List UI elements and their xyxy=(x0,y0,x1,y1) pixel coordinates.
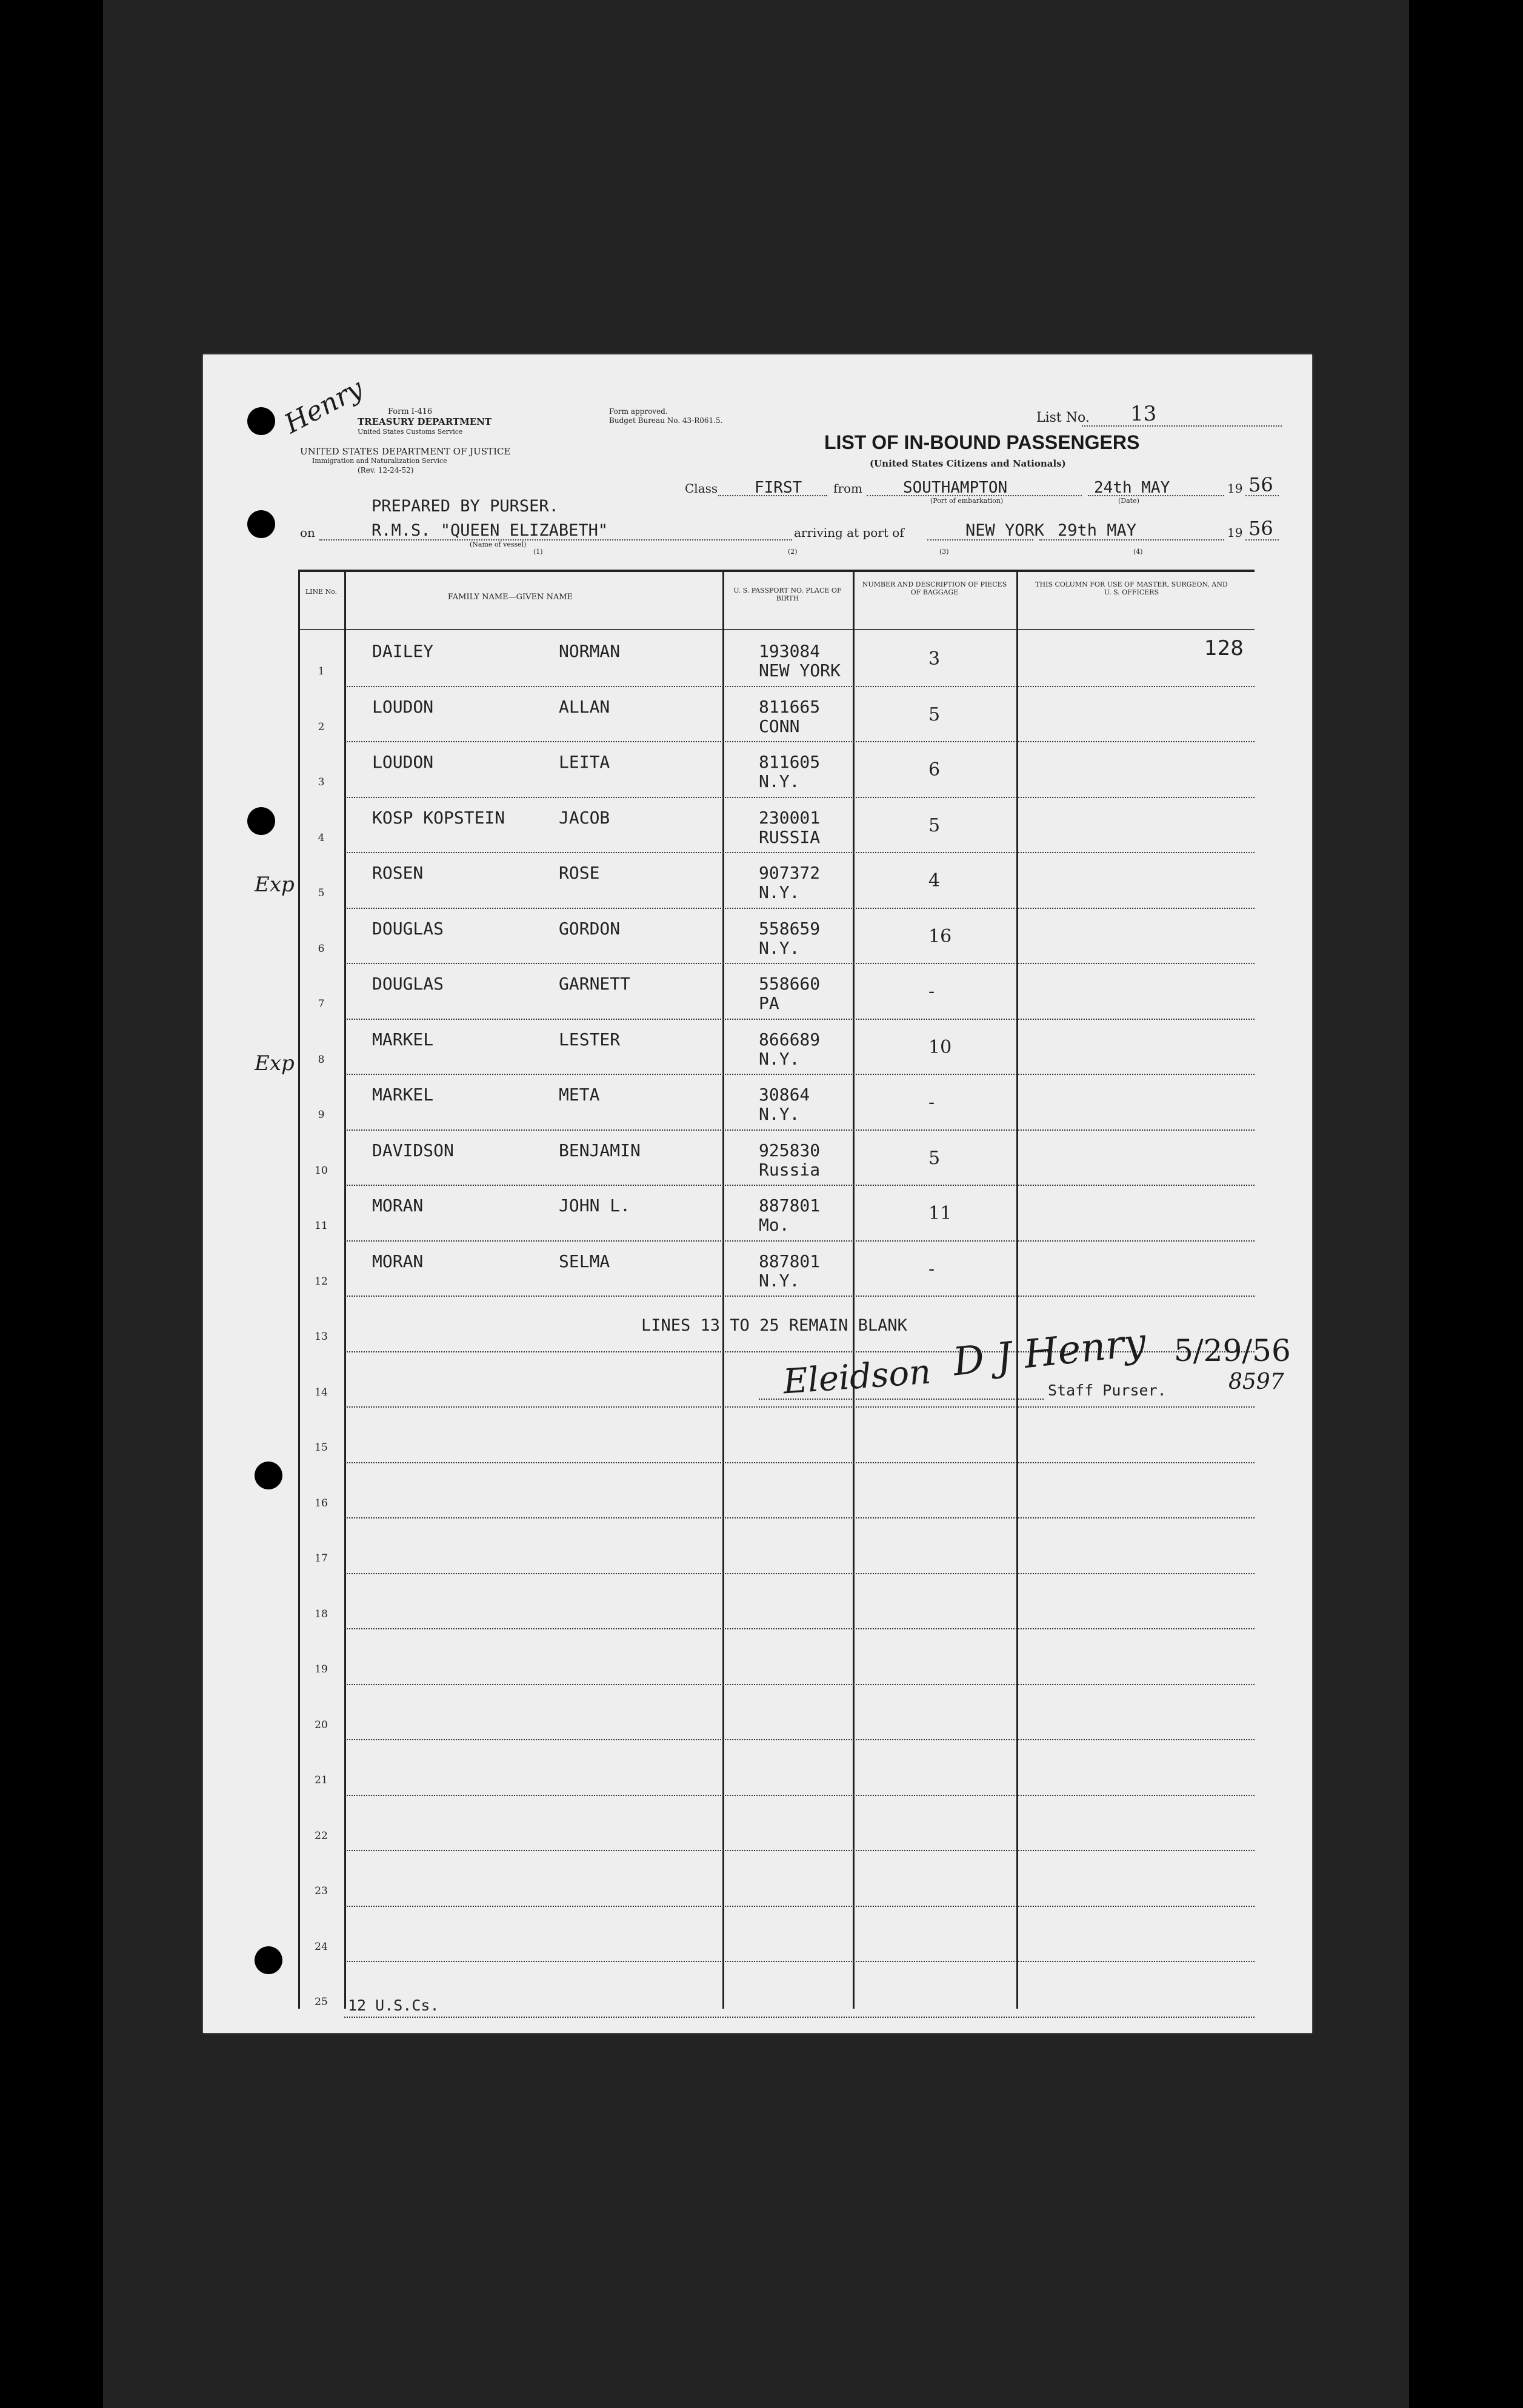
col-marker-1: (1) xyxy=(533,548,543,556)
passport-number: 925830 xyxy=(759,1140,821,1160)
row-divider xyxy=(344,1240,1255,1242)
table-top-border xyxy=(298,570,1255,572)
justice-dept: UNITED STATES DEPARTMENT OF JUSTICE xyxy=(300,446,511,457)
given-name: LEITA xyxy=(559,752,610,772)
family-name: KOSP KOPSTEIN xyxy=(372,807,505,828)
form-number: Form I-416 xyxy=(388,407,433,416)
line-number: 12 xyxy=(315,1275,328,1288)
place-of-birth: RUSSIA xyxy=(759,827,821,847)
family-name: DOUGLAS xyxy=(372,974,444,994)
passport-number: 887801 xyxy=(759,1196,821,1216)
row-divider xyxy=(344,1795,1255,1796)
place-of-birth: NEW YORK xyxy=(759,660,841,680)
page-title: LIST OF IN-BOUND PASSENGERS xyxy=(824,431,1140,453)
row-divider xyxy=(344,1406,1255,1408)
header-passport: U. S. PASSPORT NO. PLACE OF BIRTH xyxy=(733,587,842,603)
header-baggage: NUMBER AND DESCRIPTION OF PIECES OF BAGGAGE xyxy=(862,580,1007,597)
row-divider xyxy=(344,1129,1255,1131)
col-marker-4: (4) xyxy=(1133,548,1143,556)
baggage-count: - xyxy=(928,1092,935,1113)
line-number: 7 xyxy=(318,998,325,1010)
given-name: ALLAN xyxy=(559,696,610,717)
prepared-by: PREPARED BY PURSER. xyxy=(372,497,559,516)
baggage-count: 3 xyxy=(928,648,941,670)
given-name: GARNETT xyxy=(559,974,631,994)
officer-note: 128 xyxy=(1204,636,1244,660)
place-of-birth: Mo. xyxy=(759,1215,790,1235)
year-value: 56 xyxy=(1248,473,1273,496)
from-label: from xyxy=(833,481,862,496)
punch-hole xyxy=(247,807,275,835)
line-number: 18 xyxy=(315,1608,328,1620)
passport-number: 193084 xyxy=(759,641,821,661)
row-divider xyxy=(344,1573,1255,1574)
family-name: DAVIDSON xyxy=(372,1140,454,1160)
row-divider xyxy=(344,1295,1255,1297)
col-border-passport xyxy=(853,570,855,2009)
passport-number: 558660 xyxy=(759,974,821,994)
family-name: LOUDON xyxy=(372,752,434,772)
col-marker-2: (2) xyxy=(788,548,798,556)
row-divider xyxy=(344,1906,1255,1907)
place-of-birth: Russia xyxy=(759,1159,821,1180)
passenger-table xyxy=(298,570,1291,2014)
year-prefix: 19 xyxy=(1227,481,1243,496)
family-name: MARKEL xyxy=(372,1085,434,1105)
row-divider xyxy=(344,1628,1255,1629)
family-name: ROSEN xyxy=(372,863,424,883)
col-border-left xyxy=(298,570,300,2009)
passport-number: 30864 xyxy=(759,1085,810,1105)
row-divider xyxy=(344,797,1255,798)
given-name: META xyxy=(559,1085,600,1105)
line-number: 25 xyxy=(315,1996,328,2008)
on-label: on xyxy=(300,525,315,540)
line-number: 2 xyxy=(318,720,325,733)
row-divider xyxy=(344,1185,1255,1186)
line-number: 19 xyxy=(315,1663,328,1675)
margin-note-2: Exp xyxy=(255,1051,295,1076)
place-of-birth: PA xyxy=(759,993,779,1013)
given-name: ROSE xyxy=(559,863,600,883)
col-border-name xyxy=(722,570,724,2009)
budget-bureau: Budget Bureau No. 43-R061.5. xyxy=(609,416,723,425)
list-no-label: List No. xyxy=(1036,410,1090,425)
signature-henry: D J Henry xyxy=(951,1320,1148,1385)
row-divider xyxy=(344,1462,1255,1463)
arriving-label: arriving at port of xyxy=(794,525,904,540)
col-border-baggage xyxy=(1016,570,1018,2009)
place-of-birth: N.Y. xyxy=(759,771,800,791)
vessel-name: R.M.S. "QUEEN ELIZABETH" xyxy=(372,521,608,540)
place-of-birth: N.Y. xyxy=(759,1104,800,1124)
signature-number: 8597 xyxy=(1228,1369,1284,1394)
place-of-birth: N.Y. xyxy=(759,937,800,958)
family-name: MORAN xyxy=(372,1196,424,1216)
line-number: 17 xyxy=(315,1552,328,1565)
header-line-no: LINE No. xyxy=(305,588,338,596)
line-number: 14 xyxy=(315,1386,328,1399)
row-divider xyxy=(344,2017,1255,2018)
line-number: 4 xyxy=(318,831,325,844)
place-of-birth: N.Y. xyxy=(759,1270,800,1291)
baggage-count: - xyxy=(928,1258,935,1280)
arrival-year-prefix: 19 xyxy=(1227,525,1243,540)
arrival-date: 29th MAY xyxy=(1058,521,1137,540)
row-divider xyxy=(344,1850,1255,1851)
passport-number: 907372 xyxy=(759,863,821,883)
baggage-count: - xyxy=(928,981,935,1002)
passport-number: 811665 xyxy=(759,696,821,717)
margin-note-1: Exp xyxy=(255,873,295,897)
revision: (Rev. 12-24-52) xyxy=(358,466,414,474)
family-name: MORAN xyxy=(372,1251,424,1271)
row-divider xyxy=(344,908,1255,909)
row-divider xyxy=(344,963,1255,964)
col-marker-3: (3) xyxy=(939,548,949,556)
row-divider xyxy=(344,686,1255,687)
signature-line xyxy=(759,1399,1044,1400)
passport-number: 866689 xyxy=(759,1029,821,1049)
blank-note: LINES 13 TO 25 REMAIN BLANK xyxy=(641,1316,907,1335)
baggage-count: 5 xyxy=(928,814,941,836)
line-number: 21 xyxy=(315,1774,328,1786)
given-name: JOHN L. xyxy=(559,1196,631,1216)
row-divider xyxy=(344,1684,1255,1685)
from-value: SOUTHAMPTON xyxy=(903,479,1008,497)
line-number: 5 xyxy=(318,887,325,899)
row-divider xyxy=(344,1074,1255,1075)
line-number: 8 xyxy=(318,1053,325,1066)
baggage-count: 5 xyxy=(928,703,941,725)
row-divider xyxy=(344,852,1255,853)
treasury-dept: TREASURY DEPARTMENT xyxy=(358,416,492,427)
punch-hole xyxy=(255,1462,282,1489)
col-border-lineno xyxy=(344,570,346,2009)
given-name: GORDON xyxy=(559,918,621,939)
signature-date: 5/29/56 xyxy=(1174,1333,1291,1368)
given-name: NORMAN xyxy=(559,641,621,661)
family-name: LOUDON xyxy=(372,696,434,717)
given-name: SELMA xyxy=(559,1251,610,1271)
baggage-count: 11 xyxy=(928,1203,952,1224)
family-name: DOUGLAS xyxy=(372,918,444,939)
place-of-birth: N.Y. xyxy=(759,882,800,902)
class-label: Class xyxy=(685,481,718,496)
line-number: 24 xyxy=(315,1940,328,1953)
arrival-port: NEW YORK xyxy=(965,521,1045,540)
passport-number: 811605 xyxy=(759,752,821,772)
line-number: 22 xyxy=(315,1829,328,1842)
line-number: 6 xyxy=(318,942,325,955)
row-divider xyxy=(344,1019,1255,1020)
baggage-count: 10 xyxy=(928,1036,952,1058)
line-number: 13 xyxy=(315,1331,328,1343)
row-divider xyxy=(344,741,1255,742)
date-value: 24th MAY xyxy=(1094,479,1170,497)
row-divider xyxy=(344,1739,1255,1740)
given-name: JACOB xyxy=(559,807,610,828)
punch-hole xyxy=(247,407,275,435)
passport-number: 558659 xyxy=(759,918,821,939)
list-no-line xyxy=(1082,425,1282,427)
baggage-count: 6 xyxy=(928,759,941,780)
line-number: 23 xyxy=(315,1885,328,1897)
baggage-count: 4 xyxy=(928,870,941,891)
port-embarkation-label: (Port of embarkation) xyxy=(930,497,1004,505)
passport-number: 887801 xyxy=(759,1251,821,1271)
baggage-count: 16 xyxy=(928,925,952,947)
date-label: (Date) xyxy=(1118,497,1139,505)
line-number: 20 xyxy=(315,1718,328,1731)
place-of-birth: CONN xyxy=(759,716,800,736)
given-name: LESTER xyxy=(559,1029,621,1049)
signature-eleidson: Eleidson xyxy=(782,1352,933,1402)
line-number: 9 xyxy=(318,1109,325,1121)
line-number: 11 xyxy=(315,1220,328,1232)
family-name: DAILEY xyxy=(372,641,434,661)
line-number: 16 xyxy=(315,1497,328,1509)
arrival-year: 56 xyxy=(1248,517,1273,540)
line-number: 15 xyxy=(315,1442,328,1454)
punch-hole xyxy=(247,510,275,538)
ins-service: Immigration and Naturalization Service xyxy=(312,457,447,465)
footer-total: 12 U.S.Cs. xyxy=(348,1997,439,2014)
class-value: FIRST xyxy=(755,479,802,497)
form-approved: Form approved. xyxy=(609,407,668,416)
header-officers: THIS COLUMN FOR USE OF MASTER, SURGEON, AND U. S. OFFICERS xyxy=(1035,580,1228,597)
passport-number: 230001 xyxy=(759,807,821,828)
customs-service: United States Customs Service xyxy=(358,428,463,436)
place-of-birth: N.Y. xyxy=(759,1048,800,1069)
header-bottom-border xyxy=(298,629,1255,630)
row-divider xyxy=(344,1961,1255,1962)
baggage-count: 5 xyxy=(928,1147,941,1169)
vessel-label: (Name of vessel) xyxy=(470,540,527,548)
given-name: BENJAMIN xyxy=(559,1140,641,1160)
line-number: 3 xyxy=(318,776,325,788)
row-divider xyxy=(344,1517,1255,1518)
handwritten-henry: Henry xyxy=(279,373,368,440)
staff-purser-label: Staff Purser. xyxy=(1048,1382,1167,1399)
line-number: 1 xyxy=(318,665,325,677)
page-subtitle: (United States Citizens and Nationals) xyxy=(870,458,1066,469)
punch-hole xyxy=(255,1946,282,1974)
family-name: MARKEL xyxy=(372,1029,434,1049)
list-no-value: 13 xyxy=(1130,402,1157,426)
header-name: FAMILY NAME—GIVEN NAME xyxy=(447,593,573,602)
line-number: 10 xyxy=(315,1164,328,1177)
